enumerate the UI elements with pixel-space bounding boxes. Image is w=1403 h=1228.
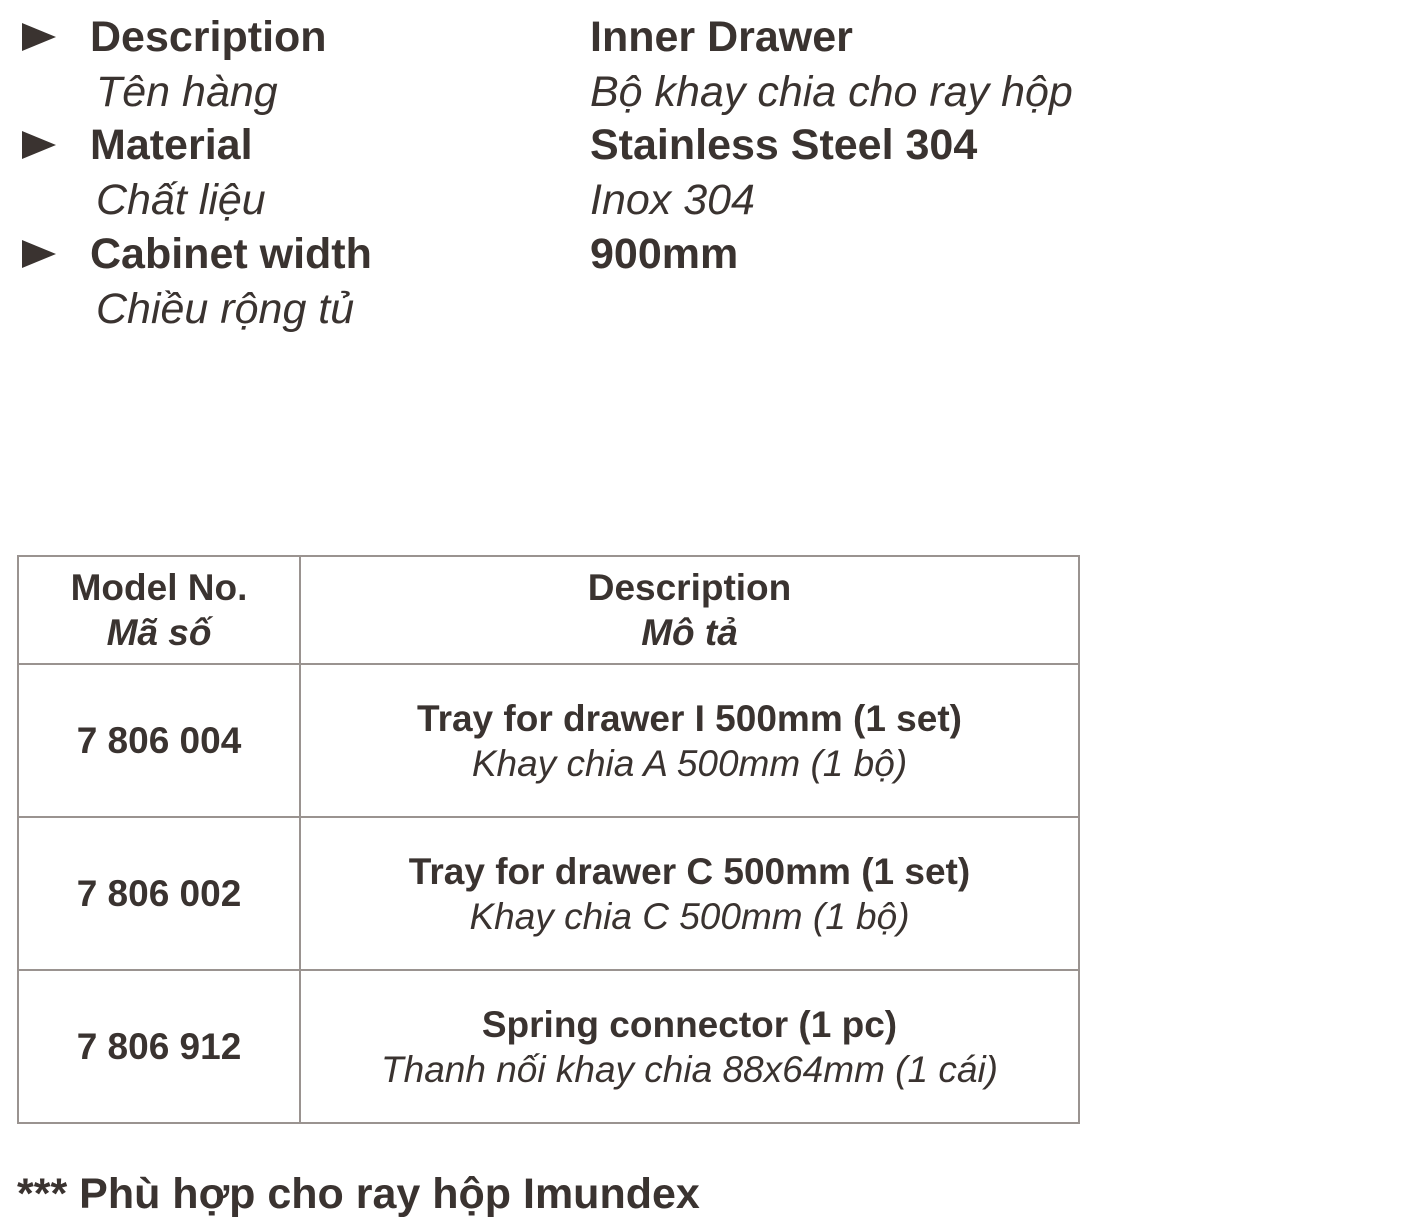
model-number: 7 806 004 [76, 720, 242, 761]
product-table [17, 555, 1080, 1124]
header-description [300, 556, 1079, 664]
compatibility-note: *** Phù hợp cho ray hộp Imundex [17, 1170, 700, 1218]
model-cell [18, 664, 300, 817]
model-cell [18, 970, 300, 1123]
header-label-vi: Mã số [106, 612, 212, 653]
description-vi: Khay chia A 500mm (1 bộ) [471, 742, 908, 784]
spec-value: Inner Drawer [590, 13, 853, 61]
description-vi: Thanh nối khay chia 88x64mm (1 cái) [381, 1048, 998, 1090]
description-cell [300, 664, 1079, 817]
header-model-no [18, 556, 300, 664]
spec-value: 900mm [590, 230, 739, 278]
spec-label: Cabinet width [90, 230, 372, 278]
header-label-vi: Mô tả [641, 612, 738, 653]
spec-label: Material [90, 121, 253, 169]
description-en: Tray for drawer C 500mm (1 set) [408, 850, 971, 892]
spec-label-vi: Chiều rộng tủ [96, 285, 355, 333]
model-number: 7 806 002 [76, 873, 242, 914]
spec-value-vi: Inox 304 [590, 176, 755, 224]
table-header-row [18, 556, 1079, 664]
description-en: Spring connector (1 pc) [481, 1003, 898, 1045]
bullet-arrow-icon [22, 240, 56, 268]
description-en: Tray for drawer I 500mm (1 set) [417, 697, 962, 739]
spec-value: Stainless Steel 304 [590, 121, 978, 169]
table-row [18, 970, 1079, 1123]
table-row [18, 817, 1079, 970]
header-label: Description [587, 567, 792, 608]
spec-label-vi: Chất liệu [96, 176, 266, 224]
spec-label-vi: Tên hàng [96, 68, 278, 116]
table-row [18, 664, 1079, 817]
description-cell [300, 970, 1079, 1123]
model-number: 7 806 912 [76, 1026, 242, 1067]
description-vi: Khay chia C 500mm (1 bộ) [469, 895, 910, 937]
description-cell [300, 817, 1079, 970]
model-cell [18, 817, 300, 970]
bullet-arrow-icon [22, 131, 56, 159]
header-label: Model No. [70, 567, 248, 608]
bullet-arrow-icon [22, 23, 56, 51]
spec-value-vi: Bộ khay chia cho ray hộp [590, 68, 1073, 116]
spec-label: Description [90, 13, 327, 61]
